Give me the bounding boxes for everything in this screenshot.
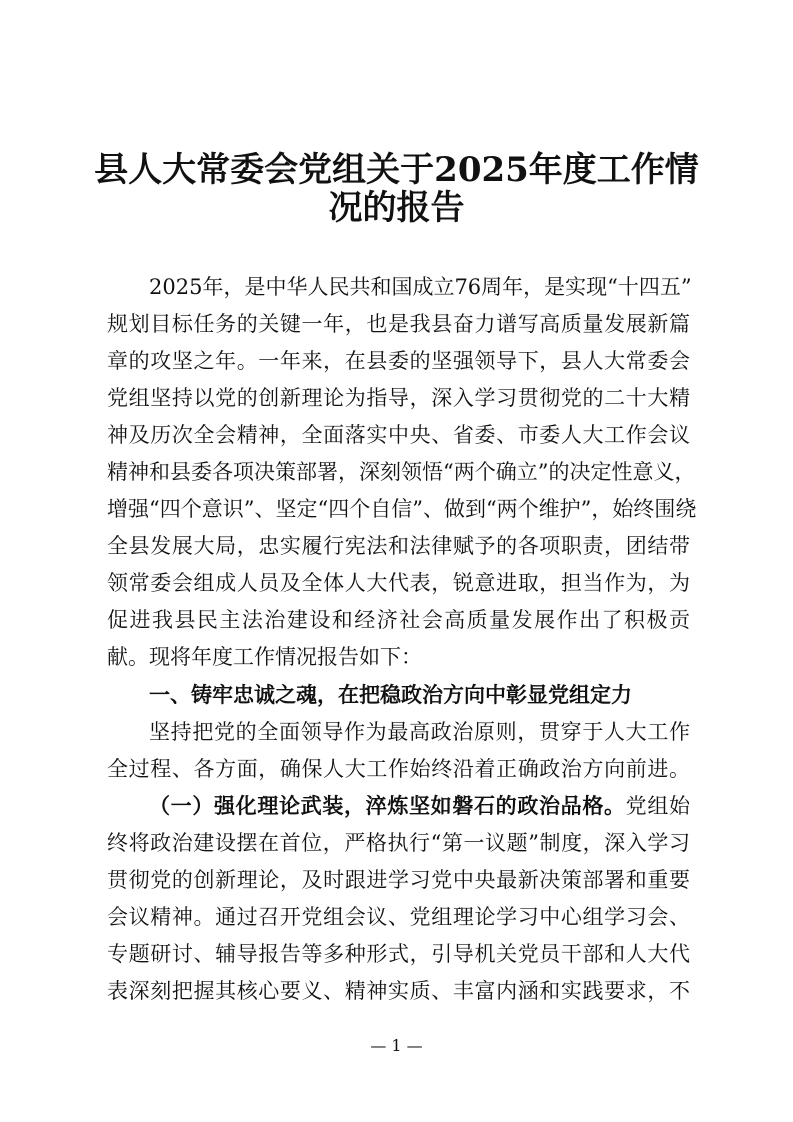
subsection-line: 专题研讨、辅导报告等多种形式，引导机关党员干部和人大代 xyxy=(107,942,690,966)
section-para-line: 全过程、各方面，确保人大工作始终沿着正确政治方向前进。 xyxy=(107,757,690,781)
document-title-line-1: 县人大常委会党组关于2025年度工作情 xyxy=(94,150,699,190)
section-para-line: 坚持把党的全面领导作为最高政治原则，贯穿于人大工作 xyxy=(149,720,690,744)
subsection-line: 终将政治建设摆在首位，严格执行“第一议题”制度，深入学习 xyxy=(107,831,690,855)
intro-line: 献。现将年度工作情况报告如下： xyxy=(107,645,422,669)
subsection-line: 会议精神。通过召开党组会议、党组理论学习中心组学习会、 xyxy=(107,905,690,929)
subsection-heading: （一）强化理论武装，淬炼坚如磐石的政治品格。 xyxy=(149,793,626,818)
intro-line: 全县发展大局，忠实履行宪法和法律赋予的各项职责，团结带 xyxy=(107,534,690,558)
intro-line: 增强“四个意识”、坚定“四个自信”、做到“两个维护”，始终围绕 xyxy=(107,497,697,521)
intro-line: 精神和县委各项决策部署，深刻领悟“两个确立”的决定性意义， xyxy=(107,460,696,484)
intro-line: 党组坚持以党的创新理论为指导，深入学习贯彻党的二十大精 xyxy=(107,386,690,410)
subsection-first-line xyxy=(107,793,690,819)
page-number: — 1 — xyxy=(370,1036,423,1055)
subsection-line: 表深刻把握其核心要义、精神实质、丰富内涵和实践要求，不 xyxy=(107,979,690,1003)
intro-line: 领常委会组成人员及全体人大代表，锐意进取，担当作为，为 xyxy=(107,571,690,595)
document-title-line-2: 况的报告 xyxy=(328,188,465,228)
intro-line: 2025年，是中华人民共和国成立76周年，是实现“十四五” xyxy=(149,275,692,299)
intro-line: 促进我县民主法治建设和经济社会高质量发展作出了积极贡 xyxy=(107,608,690,632)
intro-line: 神及历次全会精神，全面落实中央、省委、市委人大工作会议 xyxy=(107,423,690,447)
intro-line: 章的攻坚之年。一年来，在县委的坚强领导下，县人大常委会 xyxy=(107,349,690,373)
subsection-text: 党组始 xyxy=(625,794,691,818)
subsection-line: 贯彻党的创新理论，及时跟进学习党中央最新决策部署和重要 xyxy=(107,868,690,892)
section-heading: 一、铸牢忠诚之魂，在把稳政治方向中彰显党组定力 xyxy=(149,682,632,707)
intro-line: 规划目标任务的关键一年，也是我县奋力谱写高质量发展新篇 xyxy=(107,312,690,336)
